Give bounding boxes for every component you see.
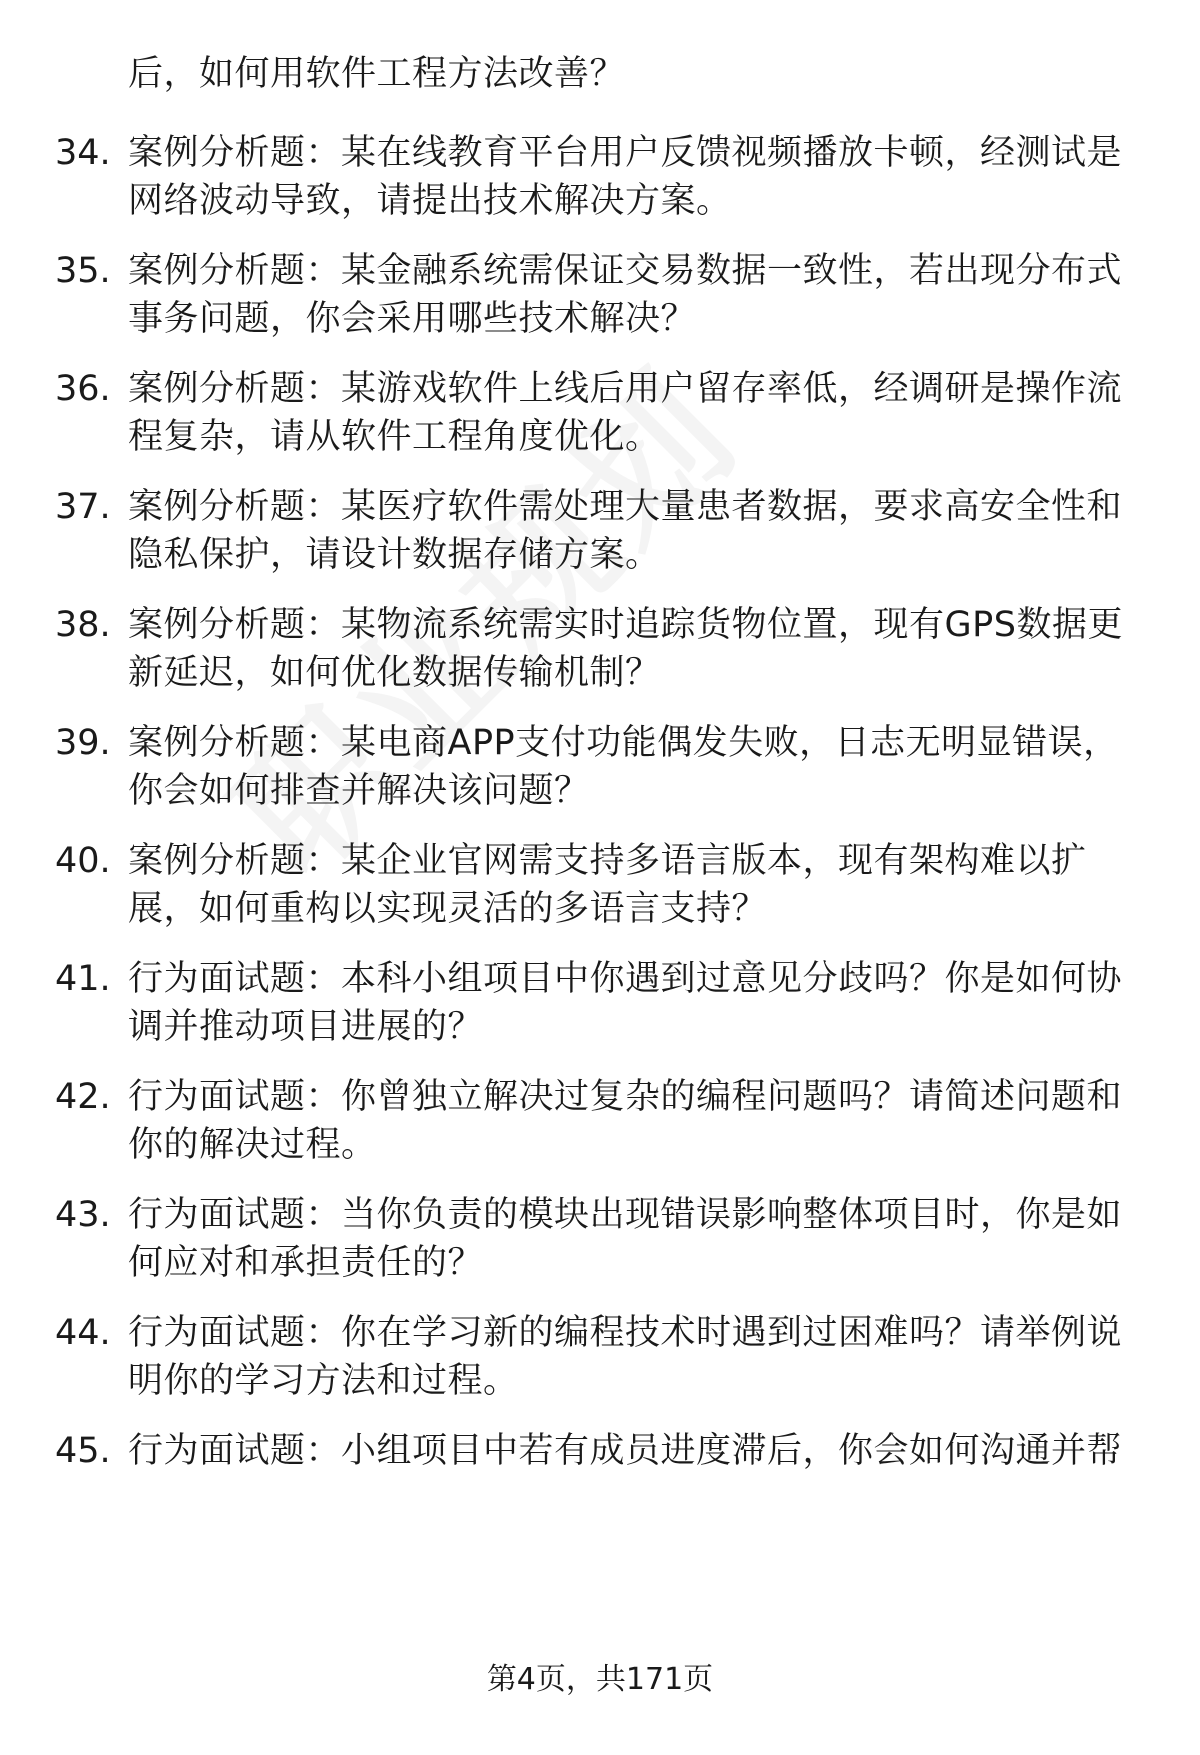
question-text [128, 601, 1200, 697]
question-number: 39. [55, 723, 111, 763]
question-text [128, 1073, 1200, 1169]
text-line: 新延迟，如何优化数据传输机制？ [128, 653, 661, 693]
text-line: 案例分析题：某医疗软件需处理大量患者数据，要求高安全性和 [128, 487, 1123, 527]
question-number: 45. [55, 1431, 111, 1471]
page-number: 第4页，共171页 [486, 1662, 714, 1697]
question-number: 41. [55, 959, 111, 999]
question-text [128, 129, 1200, 225]
question-number: 34. [55, 133, 111, 173]
question-number: 35. [55, 251, 111, 291]
text-line: 何应对和承担责任的？ [128, 1243, 484, 1283]
text-line: 后，如何用软件工程方法改善？ [128, 54, 626, 94]
question-text [128, 1191, 1200, 1287]
text-line: 行为面试题：你在学习新的编程技术时遇到过困难吗？请举例说 [128, 1313, 1123, 1353]
question-number: 42. [55, 1077, 111, 1117]
text-line: 网络波动导致，请提出技术解决方案。 [128, 181, 732, 221]
question-number: 36. [55, 369, 111, 409]
text-line: 你的解决过程。 [128, 1125, 377, 1165]
question-text [128, 1427, 1200, 1475]
text-line: 行为面试题：小组项目中若有成员进度滞后，你会如何沟通并帮 [128, 1431, 1123, 1471]
text-line: 调并推动项目进展的？ [128, 1007, 484, 1047]
text-line: 案例分析题：某金融系统需保证交易数据一致性，若出现分布式 [128, 251, 1123, 291]
question-number: 43. [55, 1195, 111, 1235]
text-line: 案例分析题：某在线教育平台用户反馈视频播放卡顿，经测试是 [128, 133, 1123, 173]
question-text [128, 955, 1200, 1051]
text-line: 案例分析题：某企业官网需支持多语言版本，现有架构难以扩 [128, 841, 1087, 881]
question-text [128, 50, 1200, 98]
text-line: 程复杂，请从软件工程角度优化。 [128, 417, 661, 457]
question-number: 44. [55, 1313, 111, 1353]
text-line: 行为面试题：当你负责的模块出现错误影响整体项目时，你是如 [128, 1195, 1123, 1235]
question-text [128, 719, 1200, 815]
question-text [128, 365, 1200, 461]
question-number: 38. [55, 605, 111, 645]
text-line: 行为面试题：你曾独立解决过复杂的编程问题吗？请简述问题和 [128, 1077, 1123, 1117]
question-text [128, 483, 1200, 579]
text-line: 案例分析题：某物流系统需实时追踪货物位置，现有GPS数据更 [128, 605, 1123, 645]
question-text [128, 837, 1200, 933]
text-line: 你会如何排查并解决该问题？ [128, 771, 590, 811]
text-line: 行为面试题：本科小组项目中你遇到过意见分歧吗？你是如何协 [128, 959, 1123, 999]
text-line: 明你的学习方法和过程。 [128, 1361, 519, 1401]
text-line: 案例分析题：某游戏软件上线后用户留存率低，经调研是操作流 [128, 369, 1123, 409]
question-number: 40. [55, 841, 111, 881]
text-line: 隐私保护，请设计数据存储方案。 [128, 535, 661, 575]
question-text [128, 1309, 1200, 1405]
question-text [128, 247, 1200, 343]
text-line: 事务问题，你会采用哪些技术解决？ [128, 299, 697, 339]
text-line: 展，如何重构以实现灵活的多语言支持？ [128, 889, 768, 929]
text-line: 案例分析题：某电商APP支付功能偶发失败，日志无明显错误， [128, 723, 1119, 763]
question-number: 37. [55, 487, 111, 527]
